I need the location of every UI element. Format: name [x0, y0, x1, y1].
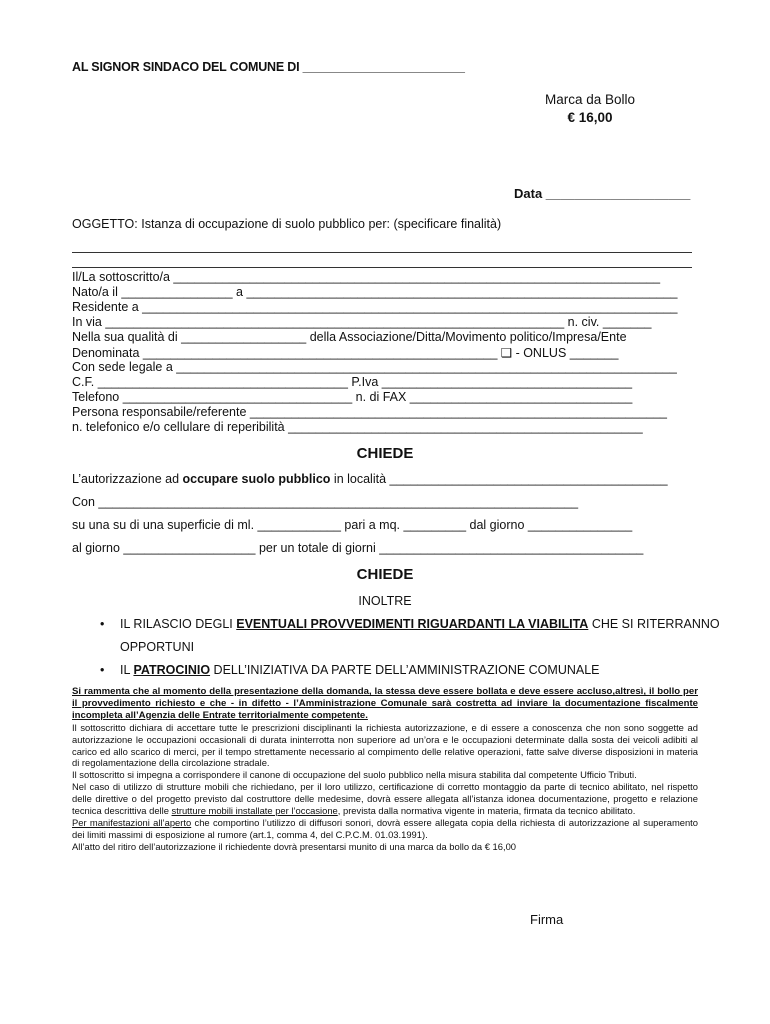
subject-blank-line-1[interactable] — [72, 252, 692, 253]
bullet-text-a: IL — [120, 663, 134, 677]
field-sede-legale[interactable]: Con sede legale a ________________________________________________________________________ — [72, 360, 677, 374]
field-qualita[interactable]: Nella sua qualità di __________________ della Associazione/Ditta/Movimento politico/Impresa/Ente — [72, 330, 627, 344]
note-strutture-text-a: Nel caso di utilizzo di strutture mobili che richiedano, per il loro utilizzo, certificazione di corretto montaggio da parte di tecnico abilitato, nel rispetto delle direttive o del progetto previsto dal costruttore delle medesime, dovrà essere allegata all’istanza idonea documentazione, progetto e relazione tecnica descrittiva delle — [72, 781, 698, 817]
bullet-viabilita-cont: OPPORTUNI — [120, 640, 195, 654]
request-location-line[interactable] — [72, 472, 668, 486]
field-denominata[interactable]: Denominata ___________________________________________________ ❑ - ONLUS _______ — [72, 346, 619, 360]
request-con-line[interactable]: Con _____________________________________________________________________ — [72, 495, 579, 509]
stamp-box — [540, 91, 640, 127]
warning-note: Si rammenta che al momento della presentazione della domanda, la stessa deve essere bollata e deve essere accluso,altresì, il bollo per il provvedimento richiesto e che - in difetto - l’Amministrazione Comunale sarà costretta ad inviare la documentazione fiscalmente incompleta all’Agenzia delle Entrate territorialmente competente. — [72, 686, 698, 721]
bullet-dot-icon: • — [100, 617, 105, 631]
field-telefono-fax[interactable]: Telefono _________________________________ n. di FAX ________________________________ — [72, 390, 633, 404]
note-manifestazioni-text-b: che comportino l’utilizzo di diffusori sonori, dovrà essere allegata copia della richiesta di autorizzazione al superamento dei limiti massimi di esposizione al rumore (art.1, comma 4, del C.P.C.M. 01.03.1991). — [72, 816, 698, 840]
field-via[interactable]: In via __________________________________________________________________ n. civ. _______ — [72, 315, 652, 329]
addressee-line: AL SIGNOR SINDACO DEL COMUNE DI ________________________ — [72, 60, 465, 74]
note-strutture-text-c: , prevista dalla normativa vigente in materia, firmata da tecnico abilitato. — [337, 805, 636, 817]
field-referente[interactable]: Persona responsabile/referente ____________________________________________________________ — [72, 405, 668, 419]
bullet-dot-icon: • — [100, 663, 105, 677]
request-line-intro: L’autorizzazione ad — [72, 472, 183, 486]
request-line-emphasis: occupare suolo pubblico — [182, 472, 331, 486]
request-surface-line[interactable]: su una su di una superficie di ml. ____________ pari a mq. _________ dal giorno _______________ — [72, 518, 633, 532]
stamp-amount: € 16,00 — [567, 110, 613, 125]
inoltre-label: INOLTRE — [358, 594, 412, 608]
note-canone: Il sottoscritto si impegna a corrispondere il canone di occupazione del suolo pubblico nella misura stabilita dal competente Ufficio Tributi. — [72, 769, 637, 781]
date-field[interactable]: Data ____________________ — [514, 186, 691, 201]
signature-label: Firma — [530, 912, 564, 927]
note-manifestazioni — [72, 817, 698, 841]
field-residente[interactable]: Residente a _____________________________________________________________________________ — [72, 300, 678, 314]
note-prescrizioni: Il sottoscritto dichiara di accettare tutte le prescrizioni disciplinanti la richiesta autorizzazione, e di essere a conoscenza che non sono soggette ad autorizzazione le occupazioni occasionali di durata ininterrotta non superiore ad un’ora e le occupazioni determinate dalla sosta dei veicoli adibiti al carico ed allo scarico di merci, per il tempo strettamente necessario al compimento delle relative operazioni, fatte salve diverse disposizioni in materia di regolamentazione della circolazione stradale. — [72, 721, 698, 769]
subject-blank-line-2[interactable] — [72, 267, 692, 268]
field-nato[interactable]: Nato/a il ________________ a ______________________________________________________________ — [72, 285, 678, 299]
notes-block — [72, 686, 698, 853]
bullet-text-c: CHE SI RITERRANNO — [588, 617, 720, 631]
field-sottoscritto[interactable]: Il/La sottoscritto/a ______________________________________________________________________ — [72, 270, 661, 284]
bullet-viabilita — [100, 617, 720, 631]
subject-line: OGGETTO: Istanza di occupazione di suolo pubblico per: (specificare finalità) — [72, 217, 502, 231]
field-cf-piva[interactable]: C.F. ____________________________________ P.Iva ____________________________________ — [72, 375, 633, 389]
stamp-label: Marca da Bollo — [544, 92, 636, 107]
bullet-text-b: EVENTUALI PROVVEDIMENTI RIGUARDANTI LA VIABILITA — [236, 617, 589, 631]
note-manifestazioni-text-a: Per manifestazioni all’aperto — [72, 816, 192, 828]
note-strutture-mobili — [72, 781, 698, 817]
field-telefono-reperibilita[interactable]: n. telefonico e/o cellulare di reperibilità ___________________________________________________ — [72, 420, 643, 434]
note-strutture-text-b: strutture mobili installate per l’occasione — [171, 805, 338, 817]
request-days-line[interactable]: al giorno ___________________ per un totale di giorni ______________________________________ — [72, 541, 644, 555]
request-line-location: in località ________________________________________ — [330, 472, 668, 486]
bullet-patrocinio — [100, 663, 600, 677]
bullet-text-b: PATROCINIO — [133, 663, 211, 677]
chiede-heading-2: CHIEDE — [356, 566, 414, 583]
bullet-text-c: DELL’INIZIATIVA DA PARTE DELL’AMMINISTRAZIONE COMUNALE — [210, 663, 600, 677]
chiede-heading-1: CHIEDE — [356, 445, 414, 462]
bullet-text-a: IL RILASCIO DEGLI — [120, 617, 237, 631]
note-ritiro: All’atto del ritiro dell’autorizzazione il richiedente dovrà presentarsi munito di una marca da bollo da € 16,00 — [72, 840, 516, 852]
